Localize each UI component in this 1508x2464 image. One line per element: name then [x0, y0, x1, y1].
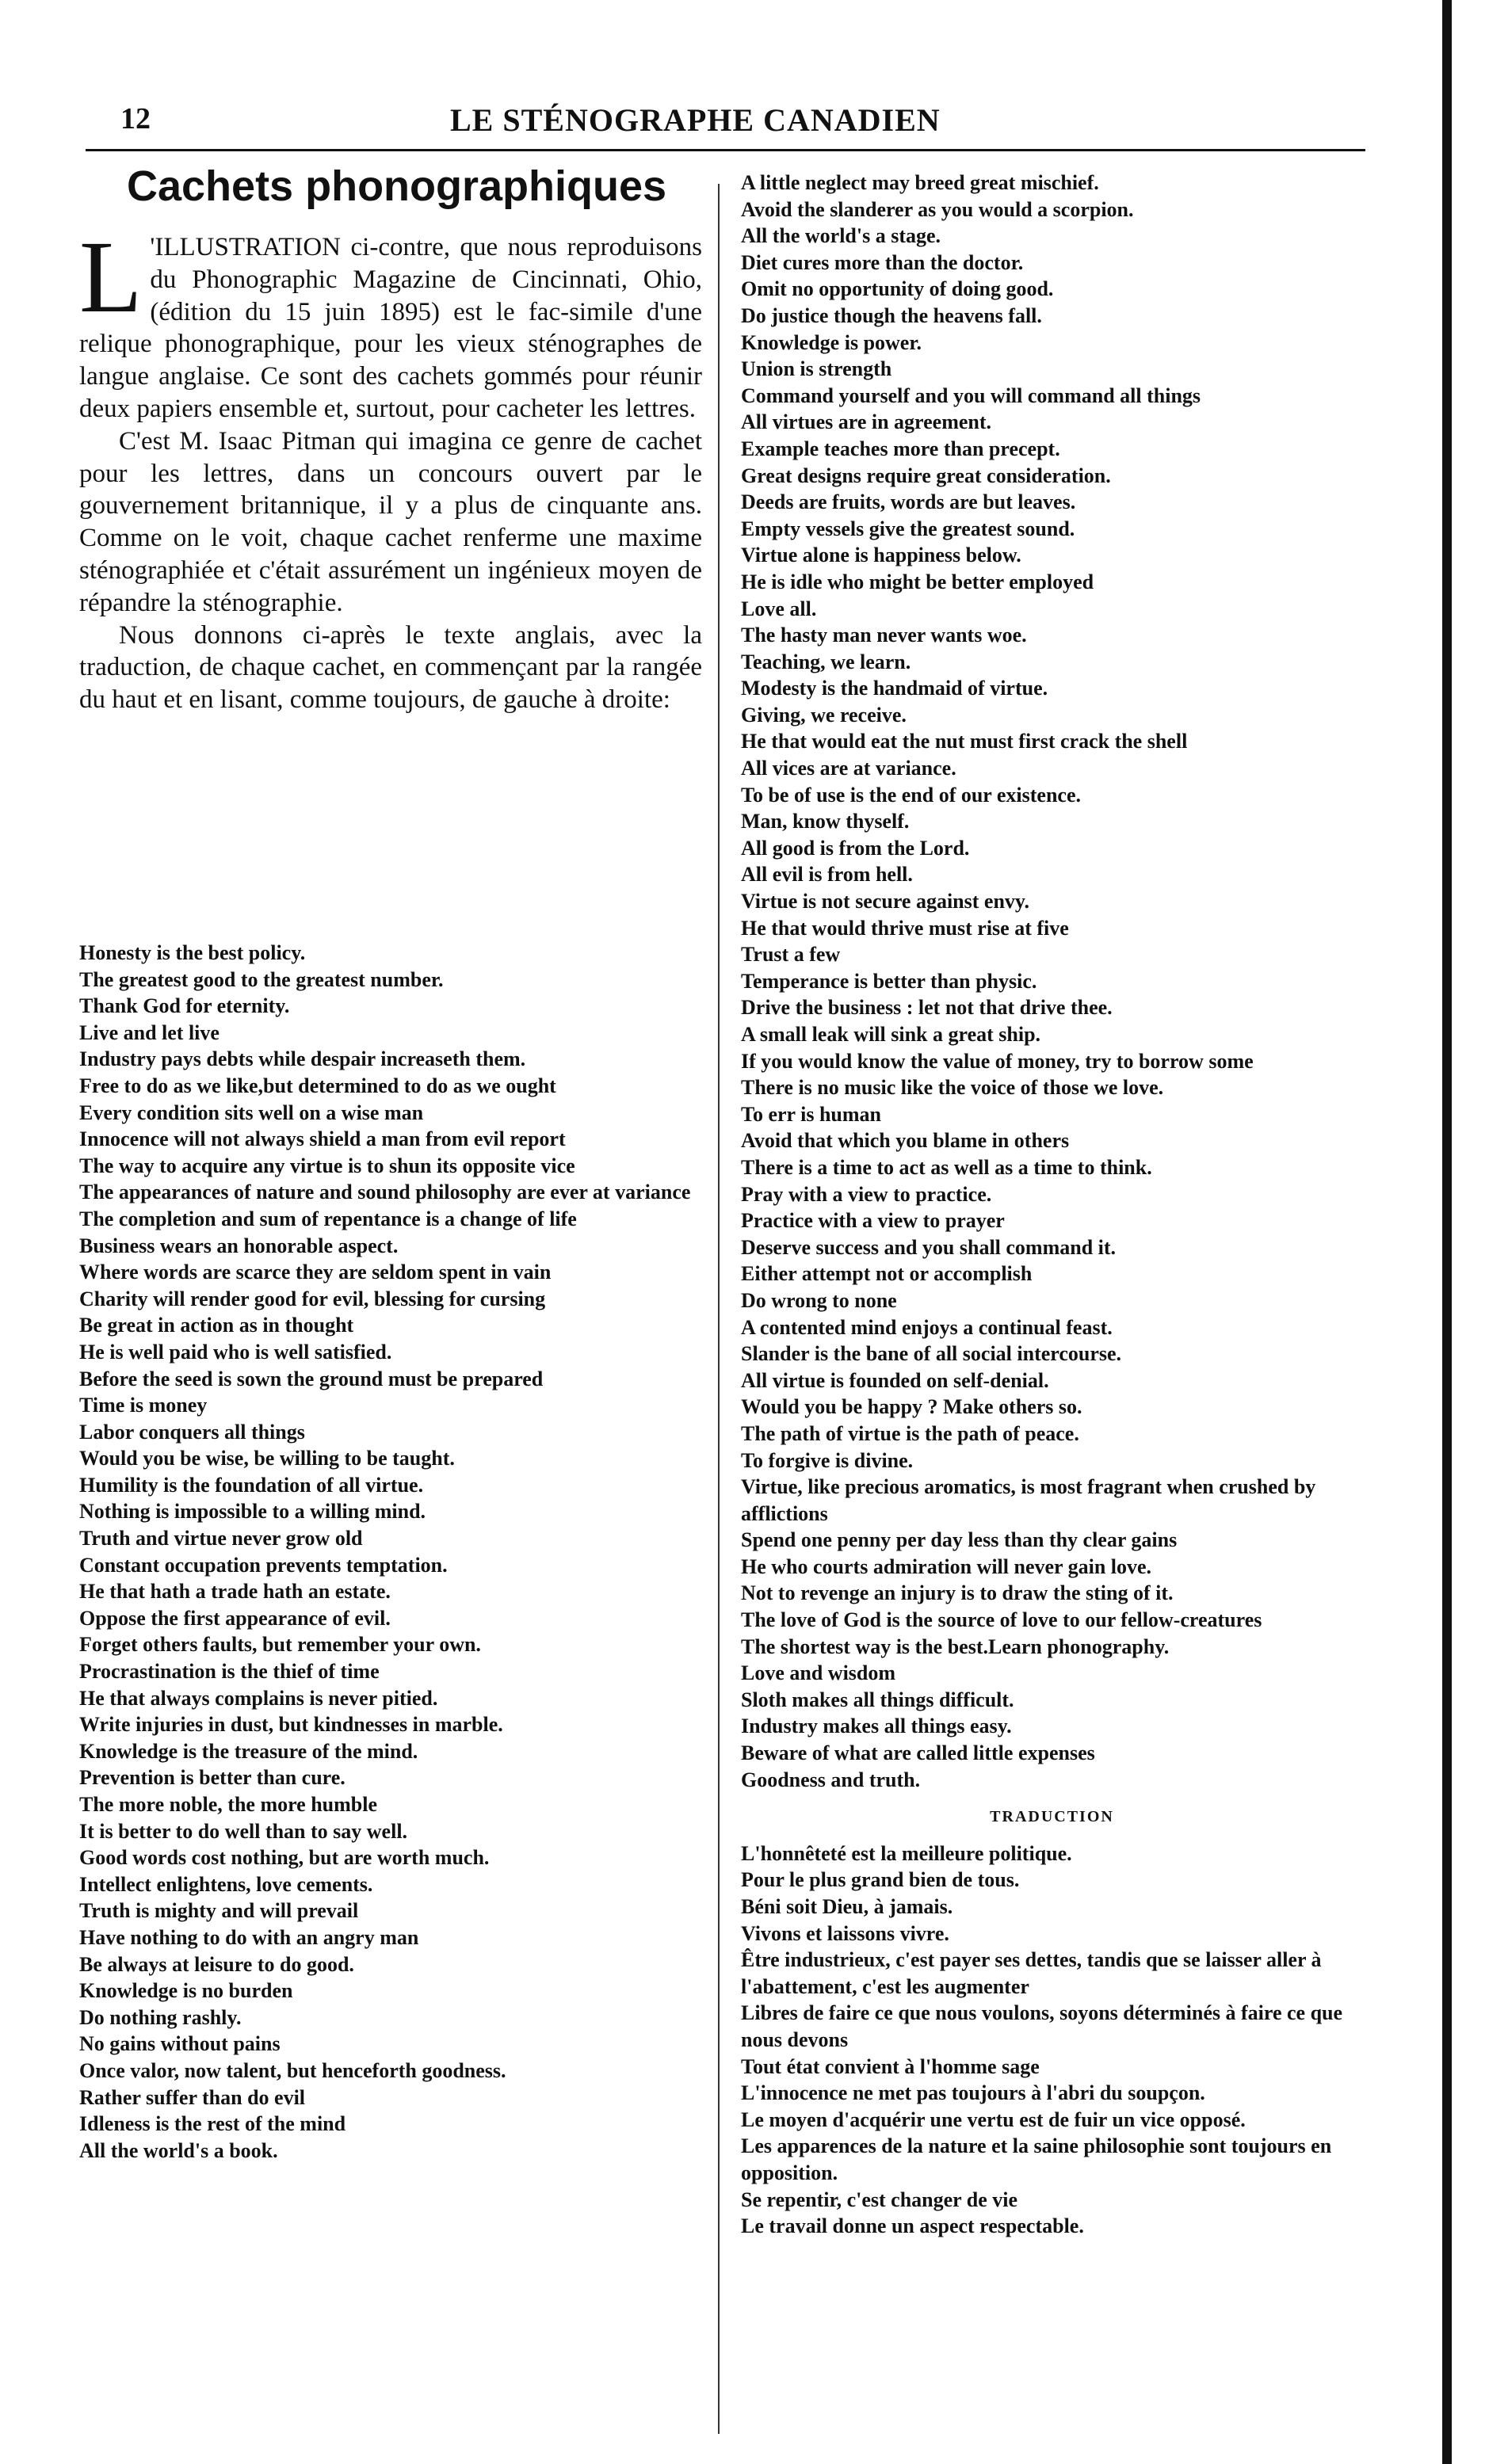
maxim-line: Every condition sits well on a wise man [79, 1100, 424, 1124]
maxim-line: Love and wisdom [741, 1661, 896, 1685]
maxim-line: Trust a few [741, 943, 841, 967]
maxim-line: Innocence will not always shield a man from evil report [79, 1127, 566, 1151]
maxim-line: Truth and virtue never grow old [79, 1527, 363, 1550]
maxim-line: Spend one penny per day less than thy clear gains [741, 1528, 1178, 1552]
maxim-line: He who courts admiration will never gain love. [741, 1554, 1152, 1578]
drop-cap: L [79, 220, 143, 334]
maxim-line: Pour le plus grand bien de tous. [741, 1868, 1020, 1892]
maxim-line: Would you be wise, be willing to be taught. [79, 1447, 455, 1470]
maxim-line: All evil is from hell. [741, 863, 913, 887]
maxim-line: To be of use is the end of our existence. [741, 783, 1081, 807]
maxim-line: Business wears an honorable aspect. [79, 1234, 399, 1257]
maxim-line: To err is human [741, 1102, 881, 1126]
maxim-line: Sloth makes all things difficult. [741, 1688, 1014, 1711]
maxim-line: Be great in action as in thought [79, 1314, 354, 1337]
maxim-line: Deeds are fruits, words are but leaves. [741, 490, 1076, 514]
maxim-line: Intellect enlightens, love cements. [79, 1872, 373, 1896]
maxim-line: Would you be happy ? Make others so. [741, 1395, 1082, 1419]
maxim-line: Once valor, now talent, but henceforth goodness. [79, 2058, 506, 2082]
maxim-line: Thank God for eternity. [79, 994, 290, 1018]
maxim-line: Prevention is better than cure. [79, 1766, 346, 1790]
maxim-line: Virtue, like precious aromatics, is most fragrant when crushed by afflictions [741, 1475, 1316, 1525]
maxim-line: All virtue is founded on self-denial. [741, 1368, 1049, 1392]
maxim-line: Diet cures more than the doctor. [741, 250, 1024, 274]
maxim-line: The way to acquire any virtue is to shun its opposite vice [79, 1154, 575, 1177]
running-head: LE STÉNOGRAPHE CANADIEN [450, 102, 941, 138]
maxim-line: Drive the business : let not that drive thee. [741, 996, 1113, 1020]
maxim-line: All the world's a stage. [741, 224, 941, 248]
maxim-line: Have nothing to do with an angry man [79, 1925, 419, 1949]
page-number: 12 [120, 102, 151, 135]
maxim-line: Knowledge is the treasure of the mind. [79, 1739, 418, 1763]
maxim-line: L'innocence ne met pas toujours à l'abri du soupçon. [741, 2081, 1205, 2105]
maxim-line: There is no music like the voice of those we love. [741, 1076, 1164, 1100]
intro-text [79, 220, 702, 716]
maxim-line: Practice with a view to prayer [741, 1209, 1005, 1233]
maxims-list-left [79, 940, 702, 2164]
maxim-line: A little neglect may breed great mischief. [741, 171, 1099, 194]
maxim-line: Rather suffer than do evil [79, 2085, 306, 2109]
maxim-line: There is a time to act as well as a time to think. [741, 1155, 1152, 1179]
maxim-line: He that would thrive must rise at five [741, 916, 1069, 940]
maxim-line: Command yourself and you will command all things [741, 383, 1201, 407]
maxim-line: Modesty is the handmaid of virtue. [741, 677, 1048, 700]
maxim-line: Avoid the slanderer as you would a scorpion. [741, 197, 1134, 221]
maxim-line: Example teaches more than precept. [741, 437, 1060, 460]
maxim-line: He that always complains is never pitied. [79, 1686, 438, 1710]
maxim-line: Deserve success and you shall command it. [741, 1235, 1117, 1259]
maxim-line: He is well paid who is well satisfied. [79, 1340, 392, 1364]
maxim-line: The shortest way is the best.Learn phonography. [741, 1634, 1170, 1658]
maxim-line: Labor conquers all things [79, 1420, 305, 1444]
maxim-line: The appearances of nature and sound philosophy are ever at variance [79, 1181, 691, 1204]
maxim-line: Beware of what are called little expenses [741, 1741, 1095, 1765]
maxim-line: Knowledge is power. [741, 330, 922, 354]
maxim-line: The path of virtue is the path of peace. [741, 1421, 1079, 1445]
maxim-line: The love of God is the source of love to our fellow-creatures [741, 1608, 1262, 1632]
maxim-line: Giving, we receive. [741, 703, 907, 727]
maxim-line: Idleness is the rest of the mind [79, 2112, 346, 2136]
maxim-line: Do justice though the heavens fall. [741, 303, 1042, 327]
maxim-line: Love all. [741, 597, 817, 620]
maxims-list-right [741, 170, 1363, 2240]
maxim-line: Le moyen d'acquérir une vertu est de fuir un vice opposé. [741, 2107, 1246, 2131]
maxim-line: Great designs require great consideration. [741, 463, 1111, 487]
maxim-line: Les apparences de la nature et la saine philosophie sont toujours en opposition. [741, 2134, 1332, 2184]
traduction-list [741, 1840, 1363, 2240]
maxim-line: Libres de faire ce que nous voulons, soyons déterminés à faire ce que nous devons [741, 2001, 1343, 2051]
maxim-line: Time is money [79, 1394, 208, 1417]
maxim-line: He that would eat the nut must first crack the shell [741, 730, 1188, 753]
maxim-line: The hasty man never wants woe. [741, 624, 1027, 647]
maxim-line: Temperance is better than physic. [741, 969, 1037, 993]
maxim-line: Omit no opportunity of doing good. [741, 277, 1054, 301]
maxim-line: Tout état convient à l'homme sage [741, 2054, 1040, 2078]
maxim-line: Forget others faults, but remember your own. [79, 1633, 481, 1657]
maxim-line: Vivons et laissons vivre. [741, 1921, 949, 1945]
maxim-line: He that hath a trade hath an estate. [79, 1580, 391, 1604]
maxim-line: Industry makes all things easy. [741, 1715, 1012, 1738]
maxim-line: Honesty is the best policy. [79, 941, 306, 964]
maxim-line: Charity will render good for evil, blessing for cursing [79, 1287, 546, 1310]
maxim-line: The completion and sum of repentance is a change of life [79, 1207, 577, 1230]
maxim-line: Free to do as we like,but determined to do as we ought [79, 1074, 556, 1097]
maxim-line: Not to revenge an injury is to draw the sting of it. [741, 1581, 1174, 1605]
maxim-line: Man, know thyself. [741, 810, 910, 833]
maxim-line: Le travail donne un aspect respectable. [741, 2214, 1084, 2238]
article-title: Cachets phonographiques [127, 162, 667, 210]
page-edge-bar [1442, 0, 1452, 2464]
header-rule [86, 149, 1365, 151]
maxims-list-right-items [741, 170, 1363, 1793]
maxim-line: The greatest good to the greatest number. [79, 967, 444, 991]
maxim-line: He is idle who might be better employed [741, 570, 1094, 593]
maxim-line: Knowledge is no burden [79, 1979, 293, 2003]
intro-paragraph-1: 'ILLUSTRATION ci-contre, que nous reproduisons du Phonographic Magazine de Cincinnati, Ohio, (édition du 15 juin 1895) est le fac-simile d'une relique phonographique, pour les vieux sténographes de langue anglaise. Ce sont des cachets gommés pour réunir deux papiers ensemble et, surtout, pour cacheter les lettres. [79, 233, 702, 423]
maxim-line: Where words are scarce they are seldom spent in vain [79, 1261, 552, 1284]
maxim-line: Truth is mighty and will prevail [79, 1899, 359, 1923]
maxim-line: Do nothing rashly. [79, 2005, 242, 2029]
maxim-line: Be always at leisure to do good. [79, 1952, 354, 1976]
maxim-line: No gains without pains [79, 2032, 281, 2056]
maxim-line: Se repentir, c'est changer de vie [741, 2187, 1018, 2211]
maxim-line: Either attempt not or accomplish [741, 1262, 1033, 1286]
maxim-line: Humility is the foundation of all virtue. [79, 1473, 424, 1497]
maxim-line: Virtue alone is happiness below. [741, 544, 1021, 567]
maxim-line: Constant occupation prevents temptation. [79, 1553, 448, 1577]
maxim-line: Live and let live [79, 1020, 220, 1044]
maxim-line: Union is strength [741, 357, 892, 381]
maxim-line: Empty vessels give the greatest sound. [741, 517, 1075, 540]
maxim-line: Industry pays debts while despair increaseth them. [79, 1047, 526, 1071]
maxim-line: Nothing is impossible to a willing mind. [79, 1500, 426, 1524]
maxim-line: A small leak will sink a great ship. [741, 1023, 1041, 1046]
maxim-line: The more noble, the more humble [79, 1793, 378, 1816]
maxim-line: A contented mind enjoys a continual feast. [741, 1315, 1113, 1339]
maxim-line: Virtue is not secure against envy. [741, 890, 1029, 914]
maxim-line: Procrastination is the thief of time [79, 1660, 380, 1684]
maxim-line: All vices are at variance. [741, 757, 956, 780]
intro-paragraph-3: Nous donnons ci-après le texte anglais, avec la traduction, de chaque cachet, en commençant par la rangée du haut et en lisant, comme toujours, de gauche à droite: [79, 620, 702, 715]
maxim-line: All the world's a book. [79, 2138, 278, 2162]
maxim-line: L'honnêteté est la meilleure politique. [741, 1841, 1072, 1865]
intro-paragraph-2: C'est M. Isaac Pitman qui imagina ce genre de cachet pour les lettres, dans un concours ouvert par le gouvernement britannique, il y a plus de cinquante ans. Comme on le voit, chaque cachet renferme une maxime sténographiée et c'était assurément un ingénieux moyen de répandre la sténographie. [79, 426, 702, 617]
maxim-line: All good is from the Lord. [741, 836, 970, 860]
maxim-line: All virtues are in agreement. [741, 410, 992, 434]
maxim-line: If you would know the value of money, try to borrow some [741, 1049, 1254, 1073]
maxim-line: It is better to do well than to say well. [79, 1819, 408, 1843]
maxim-line: Être industrieux, c'est payer ses dettes, tandis que se laisser aller à l'abattement, c'est les augmenter [741, 1948, 1322, 1998]
maxim-line: Pray with a view to practice. [741, 1182, 992, 1206]
maxim-line: Teaching, we learn. [741, 650, 911, 673]
traduction-heading: TRADUCTION [990, 1808, 1114, 1826]
maxim-line: Béni soit Dieu, à jamais. [741, 1895, 953, 1918]
page-header [86, 101, 1365, 149]
maxim-line: To forgive is divine. [741, 1448, 914, 1472]
maxim-line: Avoid that which you blame in others [741, 1129, 1070, 1153]
maxim-line: Before the seed is sown the ground must be prepared [79, 1367, 544, 1390]
maxim-line: Do wrong to none [741, 1288, 897, 1312]
maxim-line: Slander is the bane of all social intercourse. [741, 1342, 1122, 1366]
maxim-line: Good words cost nothing, but are worth much. [79, 1846, 490, 1870]
maxim-line: Write injuries in dust, but kindnesses in marble. [79, 1713, 503, 1737]
maxim-line: Oppose the first appearance of evil. [79, 1606, 391, 1630]
maxim-line: Goodness and truth. [741, 1768, 921, 1791]
column-divider [718, 184, 720, 2434]
